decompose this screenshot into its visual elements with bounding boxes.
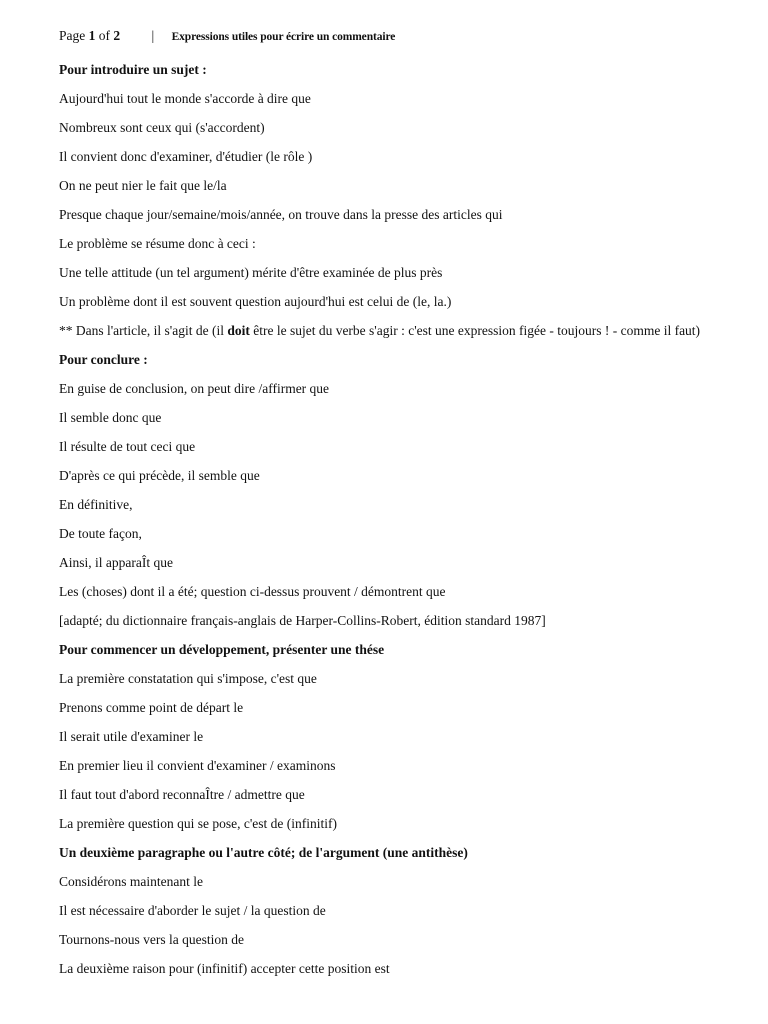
phrase-line: Il convient donc d'examiner, d'étudier (le rôle ) — [59, 149, 313, 164]
document-title: Expressions utiles pour écrire un commentaire — [171, 31, 396, 43]
section-heading-introduire: Pour introduire un sujet : — [59, 62, 207, 77]
usage-note-emphasis: doit — [227, 323, 250, 338]
phrase-line: La première question qui se pose, c'est de (infinitif) — [59, 816, 337, 831]
page-header — [59, 27, 395, 46]
phrase-line: Une telle attitude (un tel argument) mérite d'être examinée de plus près — [59, 265, 443, 280]
phrase-line: Tournons-nous vers la question de — [59, 932, 245, 947]
phrase-line: Il semble donc que — [59, 410, 162, 425]
phrase-line: La première constatation qui s'impose, c'est que — [59, 671, 317, 686]
phrase-line: Il faut tout d'abord reconnaÎtre / admettre que — [59, 787, 305, 802]
phrase-line: Les (choses) dont il a été; question ci-dessus prouvent / démontrent que — [59, 584, 446, 599]
phrase-line: Il est nécessaire d'aborder le sujet / la question de — [59, 903, 326, 918]
document-body — [59, 61, 719, 989]
usage-note-text-after: être le sujet du verbe s'agir : c'est une expression figée - toujours ! - comme il faut) — [249, 323, 701, 338]
section-heading-antithese: Un deuxième paragraphe ou l'autre côté; de l'argument (une antithèse) — [59, 845, 468, 860]
phrase-line: En premier lieu il convient d'examiner / examinons — [59, 758, 336, 773]
usage-note-text-before: ** Dans l'article, il s'agit de (il — [59, 323, 228, 338]
phrase-line: En guise de conclusion, on peut dire /affirmer que — [59, 381, 330, 396]
phrase-line: Nombreux sont ceux qui (s'accordent) — [59, 120, 265, 135]
phrase-line: Presque chaque jour/semaine/mois/année, on trouve dans la presse des articles qui — [59, 207, 503, 222]
phrase-line: Il serait utile d'examiner le — [59, 729, 204, 744]
phrase-line: Ainsi, il apparaÎt que — [59, 555, 173, 570]
phrase-line: On ne peut nier le fait que le/la — [59, 178, 227, 193]
source-citation: [adapté; du dictionnaire français-anglais de Harper-Collins-Robert, édition standard 1987] — [59, 613, 546, 628]
section-heading-conclure: Pour conclure : — [59, 352, 148, 367]
usage-note — [59, 322, 719, 339]
page-of-word: of — [98, 28, 110, 43]
phrase-line: Aujourd'hui tout le monde s'accorde à dire que — [59, 91, 311, 106]
phrase-line: Le problème se résume donc à ceci : — [59, 236, 256, 251]
phrase-line: La deuxième raison pour (infinitif) accepter cette position est — [59, 961, 390, 976]
phrase-line: Un problème dont il est souvent question aujourd'hui est celui de (le, la.) — [59, 294, 452, 309]
header-separator: | — [151, 28, 155, 43]
page-word: Page — [59, 28, 86, 43]
page-total-number: 2 — [113, 28, 121, 43]
section-heading-developpement: Pour commencer un développement, présenter une thése — [59, 642, 385, 657]
page-current-number: 1 — [88, 28, 96, 43]
phrase-line: Prenons comme point de départ le — [59, 700, 244, 715]
phrase-line: Il résulte de tout ceci que — [59, 439, 196, 454]
phrase-line: D'après ce qui précède, il semble que — [59, 468, 260, 483]
phrase-line: De toute façon, — [59, 526, 142, 541]
phrase-line: En définitive, — [59, 497, 133, 512]
phrase-line: Considérons maintenant le — [59, 874, 203, 889]
